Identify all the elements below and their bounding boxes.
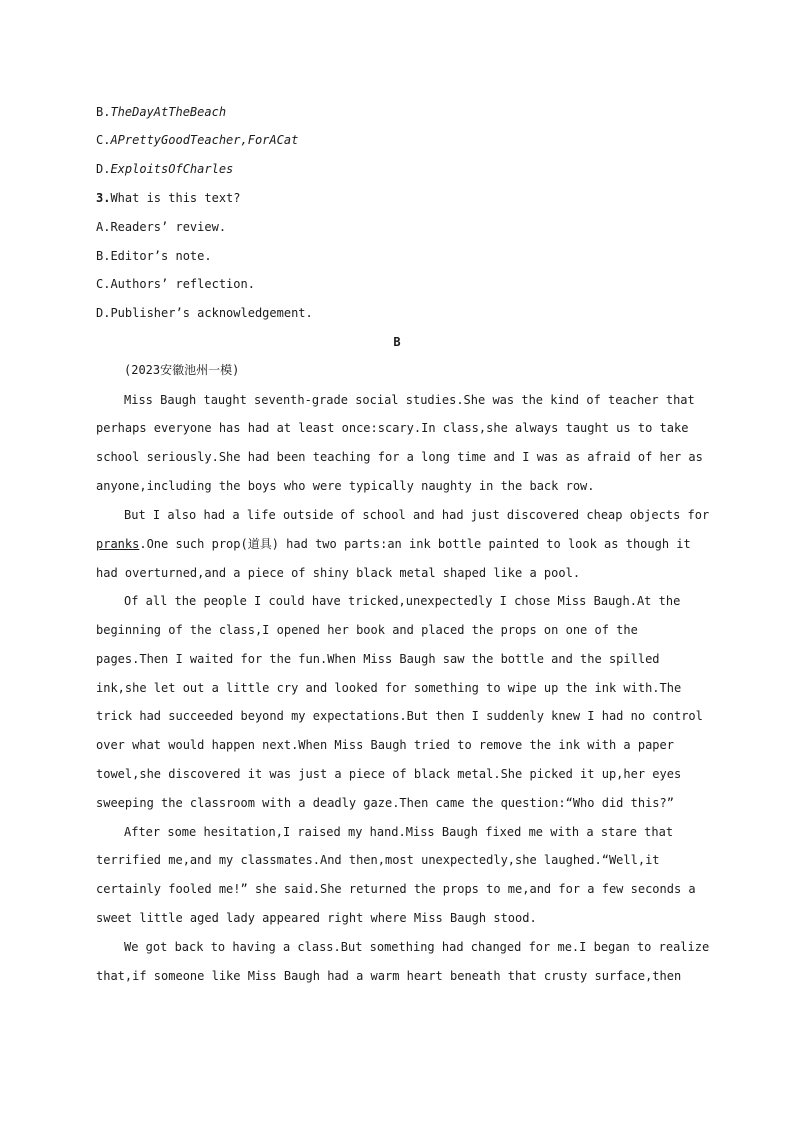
passage-line: sweet little aged lady appeared right where Miss Baugh stood. [96,911,537,925]
passage-line: that,if someone like Miss Baugh had a warm heart beneath that crusty surface,then [96,969,682,983]
option-3d: D.Publisher’s acknowledgement. [96,306,313,320]
underlined-word: pranks [96,537,140,551]
passage-line: pages.Then I waited for the fun.When Miss Baugh saw the bottle and the spilled [96,652,660,666]
option-2b: B.TheDayAtTheBeach [96,105,227,119]
section-label: B [393,335,401,349]
passage-line: had overturned,and a piece of shiny black metal shaped like a pool. [96,566,581,580]
option-2c: C.APrettyGoodTeacher,ForACat [96,133,299,147]
passage-line: over what would happen next.When Miss Baugh tried to remove the ink with a paper [96,738,674,752]
passage-line: trick had succeeded beyond my expectations.But then I suddenly knew I had no control [96,709,703,723]
passage-line: beginning of the class,I opened her book and placed the props on one of the [96,623,638,637]
passage-line: Of all the people I could have tricked,unexpectedly I chose Miss Baugh.At the [124,594,681,608]
passage-line: ink,she let out a little cry and looked for something to wipe up the ink with.The [96,681,682,695]
question-3: 3.What is this text? [96,191,241,205]
passage-line: school seriously.She had been teaching for a long time and I was as afraid of her as [96,450,703,464]
passage-line: We got back to having a class.But something had changed for me.I began to realize [124,940,710,954]
passage-line: But I also had a life outside of school and had just discovered cheap objects for [124,508,710,522]
passage-line: pranks.One such prop(道具) had two parts:an ink bottle painted to look as though it [96,537,691,551]
passage-line: sweeping the classroom with a deadly gaze.Then came the question:“Who did this?” [96,796,674,810]
passage-line: certainly fooled me!” she said.She returned the props to me,and for a few seconds a [96,882,696,896]
passage-line: towel,she discovered it was just a piece of black metal.She picked it up,her eyes [96,767,682,781]
passage-line: After some hesitation,I raised my hand.Miss Baugh fixed me with a stare that [124,825,674,839]
passage-line: perhaps everyone has had at least once:scary.In class,she always taught us to take [96,421,689,435]
passage-line: Miss Baugh taught seventh-grade social studies.She was the kind of teacher that [124,393,695,407]
section-source: (2023安徽池州一模) [124,363,240,377]
option-3b: B.Editor’s note. [96,249,212,263]
option-3c: C.Authors’ reflection. [96,277,255,291]
passage-line: anyone,including the boys who were typically naughty in the back row. [96,479,595,493]
option-2d: D.ExploitsOfCharles [96,162,234,176]
option-3a: A.Readers’ review. [96,220,227,234]
passage-line: terrified me,and my classmates.And then,most unexpectedly,she laughed.“Well,it [96,853,660,867]
